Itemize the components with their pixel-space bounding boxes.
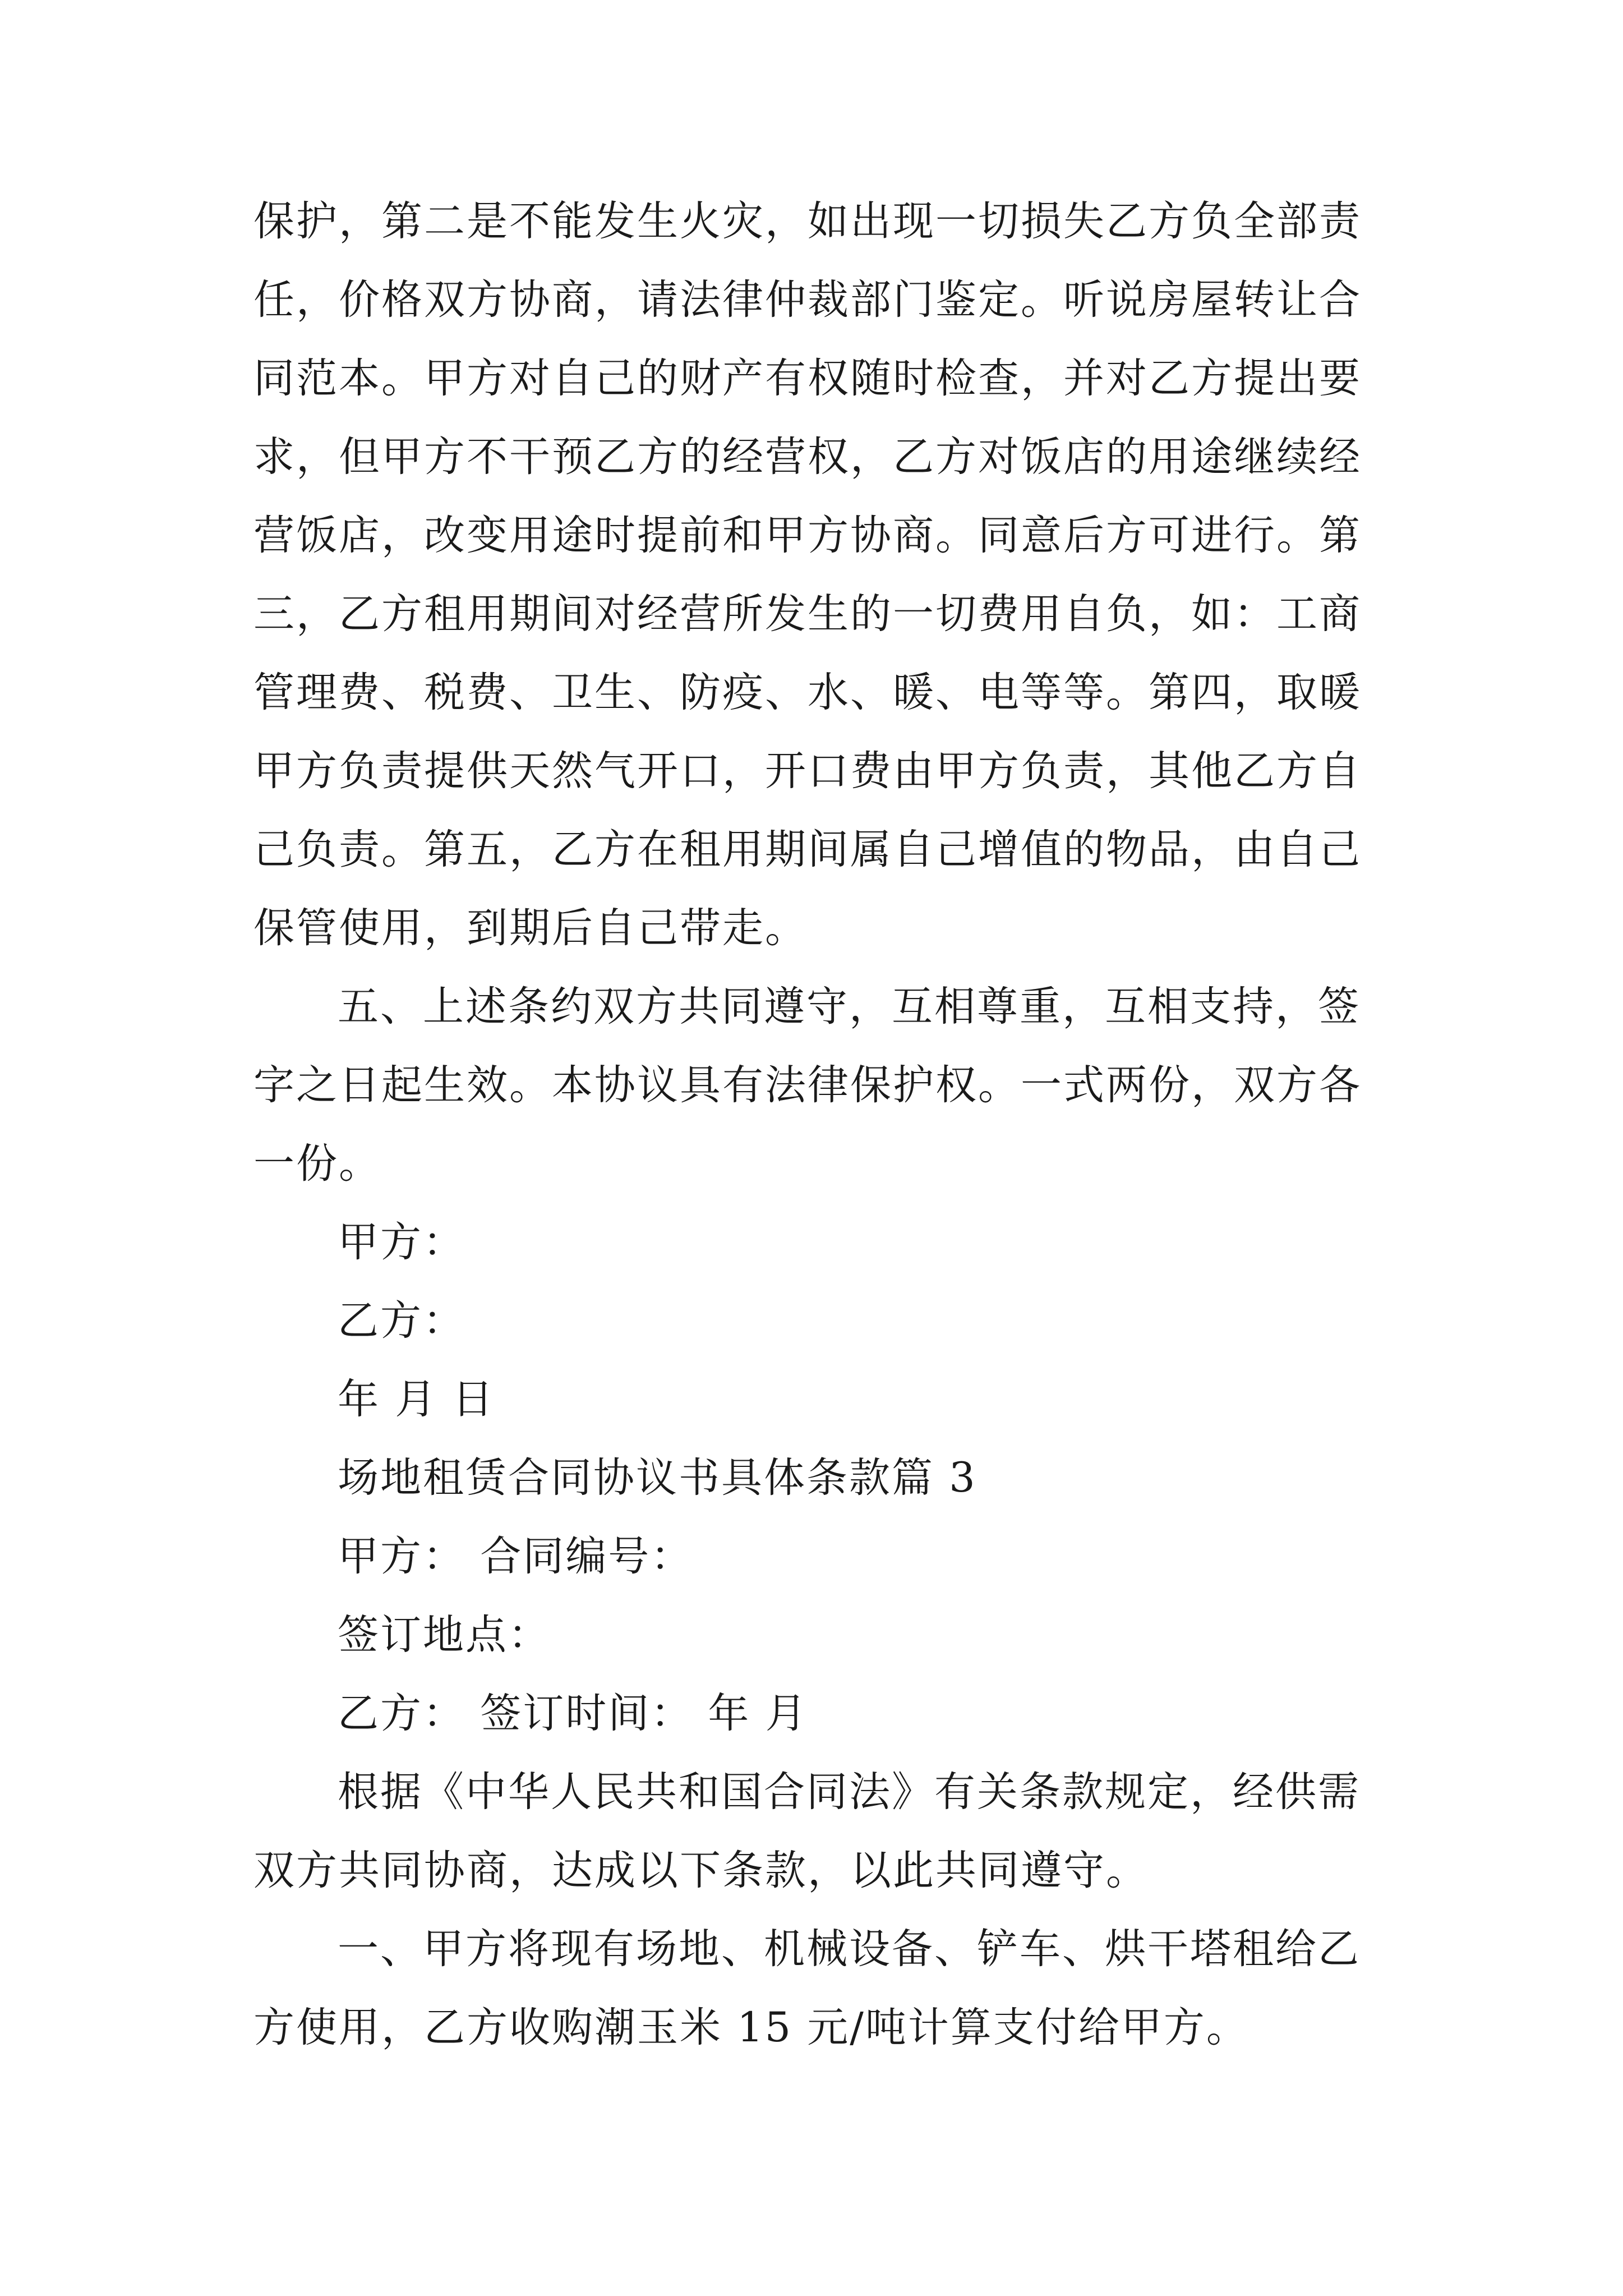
paragraph-line: 字之日起生效。本协议具有法律保护权。一式两份，双方各 — [253, 1061, 1362, 1109]
paragraph-line: 求，但甲方不干预乙方的经营权，乙方对饭店的用途继续经 — [253, 433, 1362, 481]
paragraph-line: 三，乙方租用期间对经营所发生的一切费用自负，如：工商 — [253, 590, 1362, 638]
paragraph-line: 任，价格双方协商，请法律仲裁部门鉴定。听说房屋转让合 — [253, 276, 1362, 324]
signature-date: 年 月 日 — [338, 1375, 495, 1423]
paragraph-line: 管理费、税费、卫生、防疫、水、暖、电等等。第四，取暖 — [253, 669, 1362, 716]
party-a-contract-number: 甲方： 合同编号： — [338, 1533, 694, 1580]
paragraph-line: 保管使用，到期后自己带走。 — [253, 904, 808, 952]
paragraph-line: 营饭店，改变用途时提前和甲方协商。同意后方可进行。第 — [253, 512, 1362, 559]
section-title: 场地租赁合同协议书具体条款篇 3 — [338, 1454, 977, 1502]
signing-place: 签订地点： — [338, 1611, 551, 1659]
paragraph-line: 甲方负责提供天然气开口，开口费由甲方负责，其他乙方自 — [253, 747, 1362, 795]
paragraph-line: 五、上述条约双方共同遵守，互相尊重，互相支持，签 — [338, 983, 1361, 1030]
paragraph-line: 己负责。第五，乙方在租用期间属自己增值的物品，由自己 — [253, 826, 1362, 873]
paragraph-line: 保护，第二是不能发生火灾，如出现一切损失乙方负全部责 — [253, 197, 1362, 245]
signature-party-a: 甲方： — [338, 1218, 465, 1266]
paragraph-line: 同范本。甲方对自己的财产有权随时检查，并对乙方提出要 — [253, 355, 1362, 402]
signature-party-b: 乙方： — [338, 1297, 465, 1345]
party-b-signing-time: 乙方： 签订时间： 年 月 — [338, 1690, 808, 1737]
document-body — [253, 182, 1386, 2067]
paragraph-line: 双方共同协商，达成以下条款，以此共同遵守。 — [253, 1847, 1149, 1894]
paragraph-line: 一份。 — [253, 1140, 381, 1188]
paragraph-line: 方使用，乙方收购潮玉米 15 元/吨计算支付给甲方。 — [253, 2004, 1249, 2051]
paragraph-line: 根据《中华人民共和国合同法》有关条款规定，经供需 — [338, 1768, 1361, 1816]
paragraph-line: 一、甲方将现有场地、机械设备、铲车、烘干塔租给乙 — [338, 1925, 1361, 1973]
